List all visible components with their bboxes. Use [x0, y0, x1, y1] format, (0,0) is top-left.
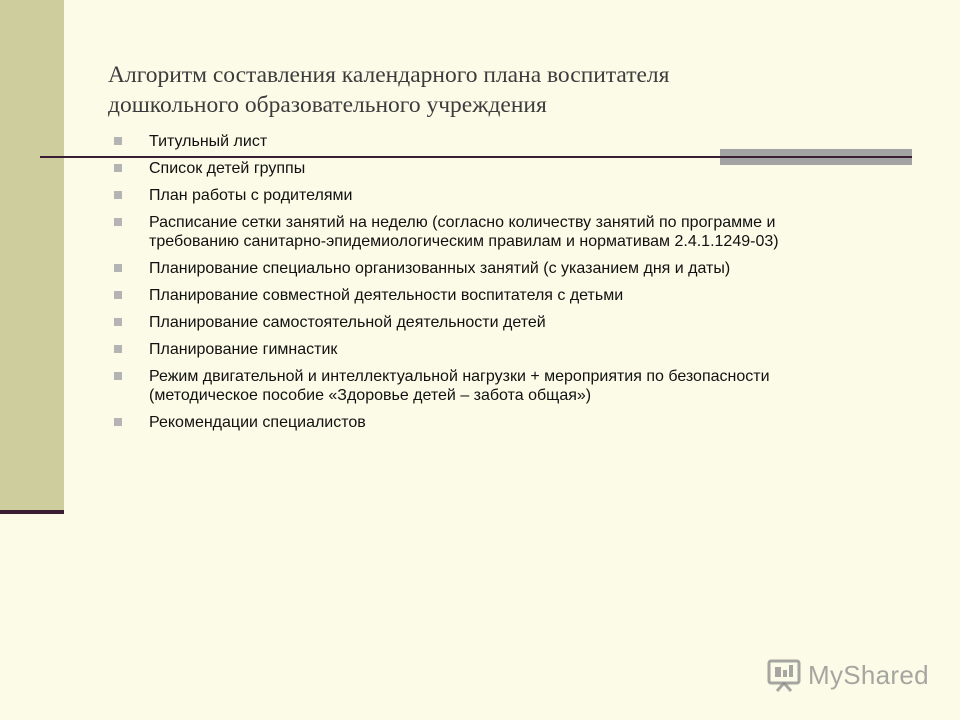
square-bullet-icon [114, 137, 122, 145]
bullet-text-line-1: Режим двигательной и интеллектуальной нагрузки + мероприятия по безопасности [149, 368, 770, 385]
bullet-item [114, 186, 904, 205]
bullet-text: План работы с родителями [149, 187, 353, 204]
projector-screen-icon [766, 657, 802, 693]
bullet-item [114, 413, 904, 432]
square-bullet-icon [114, 218, 122, 226]
bullet-text-line-2: (методическое пособие «Здоровье детей – забота общая») [149, 387, 592, 404]
bullet-text: Рекомендации специалистов [149, 414, 366, 431]
title-line-1: Алгоритм составления календарного плана воспитателя [108, 62, 670, 88]
bullet-text: Титульный лист [149, 133, 268, 150]
bullet-item [114, 159, 904, 178]
square-bullet-icon [114, 164, 122, 172]
square-bullet-icon [114, 345, 122, 353]
watermark-text: MyShared [808, 659, 929, 690]
square-bullet-icon [114, 318, 122, 326]
bullet-item [114, 313, 904, 332]
left-band-underline [0, 510, 64, 514]
bullet-item [114, 213, 904, 251]
bullet-text-line-1: Расписание сетки занятий на неделю (согласно количеству занятий по программе и [149, 214, 776, 231]
bullet-item [114, 132, 904, 151]
slide-title [108, 60, 868, 120]
bullet-text: Планирование специально организованных занятий (с указанием дня и даты) [149, 260, 731, 277]
myshared-watermark [766, 656, 929, 694]
left-decorative-band [0, 0, 64, 512]
bullet-text: Планирование самостоятельной деятельности детей [149, 314, 546, 331]
bullet-list [114, 132, 904, 440]
bullet-item [114, 367, 904, 405]
bullet-item [114, 286, 904, 305]
square-bullet-icon [114, 264, 122, 272]
bullet-item [114, 340, 904, 359]
square-bullet-icon [114, 291, 122, 299]
bullet-item [114, 259, 904, 278]
bullet-text: Планирование гимнастик [149, 341, 338, 358]
title-line-2: дошкольного образовательного учреждения [108, 92, 547, 118]
bullet-text: Планирование совместной деятельности воспитателя с детьми [149, 287, 624, 304]
square-bullet-icon [114, 418, 122, 426]
square-bullet-icon [114, 372, 122, 380]
square-bullet-icon [114, 191, 122, 199]
bullet-text-line-2: требованию санитарно-эпидемиологическим правилам и нормативам 2.4.1.1249-03) [149, 233, 779, 250]
bullet-text: Список детей группы [149, 160, 306, 177]
